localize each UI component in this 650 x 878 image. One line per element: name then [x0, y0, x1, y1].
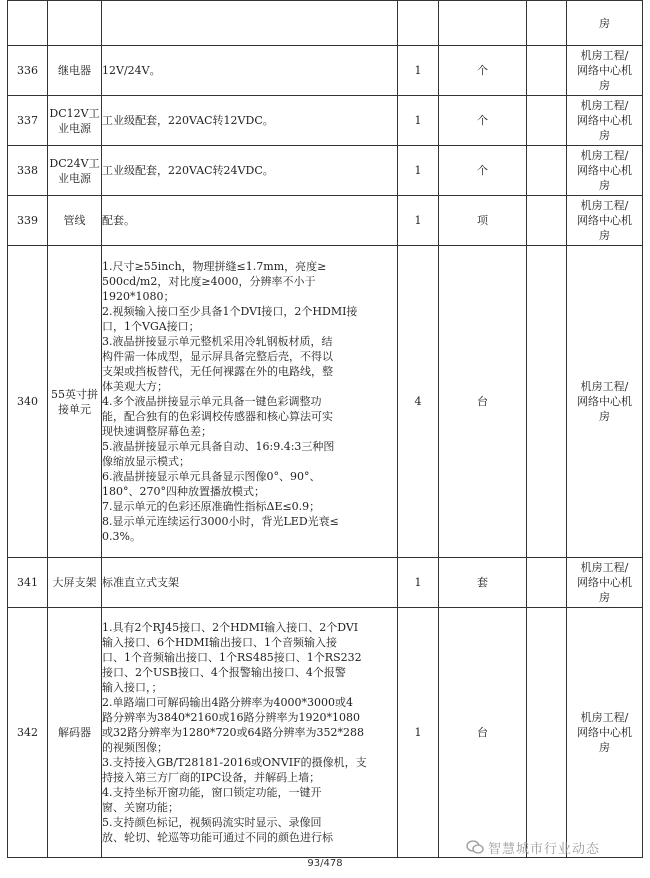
- table-row: [8, 246, 643, 558]
- quantity: 1: [398, 46, 439, 96]
- item-name: 解码器: [48, 608, 102, 858]
- description-line: 能，配合独有的色彩调校传感器和核心算法可实: [102, 410, 333, 423]
- description-line: 持接入第三方厂商的IPC设备，并解码上墙；: [102, 771, 321, 784]
- location-line: 机房工程/: [580, 99, 629, 112]
- description-line: 1.尺寸≥55inch，物理拼缝≤1.7mm，亮度≥: [102, 260, 327, 273]
- description-line: 1920*1080；: [102, 290, 175, 303]
- location-line: 网络中心机: [577, 214, 632, 227]
- item-description: [102, 196, 398, 246]
- row-number: 337: [8, 96, 48, 146]
- unit: 项: [439, 196, 527, 246]
- unit: 台: [439, 246, 527, 558]
- location-line: 网络中心机: [577, 576, 632, 589]
- item-description: [102, 608, 398, 858]
- description-line: 1.具有2个RJ45接口、2个HDMI输入接口、2个DVI: [102, 621, 359, 634]
- table-row: [8, 196, 643, 246]
- watermark: [466, 837, 600, 857]
- spacer-cell: [527, 246, 567, 558]
- page-number: 93/478: [307, 858, 343, 869]
- unit: 个: [439, 96, 527, 146]
- location-line: 房: [599, 229, 610, 242]
- description-line: 7.显示单元的色彩还原准确性指标ΔE≤0.9；: [102, 500, 321, 513]
- item-name: [48, 1, 102, 46]
- description-line: 3.液晶拼接显示单元整机采用冷轧钢板材质，结: [102, 335, 333, 348]
- description-line: 工业级配套，220VAC转12VDC。: [102, 114, 274, 127]
- location-line: 房: [599, 741, 610, 754]
- spacer-cell: [527, 196, 567, 246]
- description-line: 体美观大方；: [102, 380, 168, 393]
- description-line: 像缩放显示模式；: [102, 455, 190, 468]
- quantity: 1: [398, 96, 439, 146]
- description-line: 配套。: [102, 214, 135, 227]
- item-name: DC12V工业电源: [48, 96, 102, 146]
- table-row: [8, 46, 643, 96]
- equipment-spec-table: [7, 0, 643, 858]
- description-line: 输入接口、6个HDMI输出接口、1个音频输入接: [102, 636, 338, 649]
- spacer-cell: [527, 46, 567, 96]
- quantity: 1: [398, 608, 439, 858]
- row-number: 338: [8, 146, 48, 196]
- chat-bubble-icon: [466, 839, 484, 855]
- spacer-cell: [527, 146, 567, 196]
- row-number: 342: [8, 608, 48, 858]
- location: [567, 96, 643, 146]
- description-line: 500cd/m2，对比度≥4000，分辨率不小于: [102, 275, 316, 288]
- description-line: 5.液晶拼接显示单元具备自动、16:9.4:3三种图: [102, 440, 335, 453]
- location-line: 房: [599, 591, 610, 604]
- row-number: 339: [8, 196, 48, 246]
- location-line: 网络中心机: [577, 64, 632, 77]
- description-line: 12V/24V。: [102, 64, 161, 77]
- location-line: 机房工程/: [580, 199, 629, 212]
- description-line: 8.显示单元连续运行3000小时，背光LED光衰≤: [102, 515, 339, 528]
- row-number: 336: [8, 46, 48, 96]
- table-row: [8, 146, 643, 196]
- item-name: 继电器: [48, 46, 102, 96]
- table-row: [8, 558, 643, 608]
- quantity: 1: [398, 558, 439, 608]
- quantity: [398, 1, 439, 46]
- description-line: 或32路分辨率为1280*720或64路分辨率为352*288: [102, 726, 364, 739]
- location-line: 机房工程/: [580, 149, 629, 162]
- description-line: 支架或挡板替代，无任何裸露在外的电路线，整: [102, 365, 333, 378]
- location-line: 房: [599, 79, 610, 92]
- unit: 个: [439, 46, 527, 96]
- location: [567, 558, 643, 608]
- item-description: [102, 246, 398, 558]
- quantity: 4: [398, 246, 439, 558]
- spacer-cell: [527, 558, 567, 608]
- location: [567, 196, 643, 246]
- location-line: 房: [599, 410, 610, 423]
- description-line: 6.液晶拼接显示单元具备显示图像0°、90°、: [102, 470, 321, 483]
- location: [567, 1, 643, 46]
- item-name: 管线: [48, 196, 102, 246]
- location-line: 机房工程/: [580, 49, 629, 62]
- location-line: 网络中心机: [577, 395, 632, 408]
- unit: [439, 1, 527, 46]
- spacer-cell: [527, 608, 567, 858]
- description-line: 4.支持坐标开窗功能，窗口锁定功能，一键开: [102, 786, 322, 799]
- table-row: [8, 608, 643, 858]
- quantity: 1: [398, 146, 439, 196]
- quantity: 1: [398, 196, 439, 246]
- description-line: 口、1个音频输出接口、1个RS485接口、1个RS232: [102, 651, 362, 664]
- description-line: 标准直立式支架: [102, 576, 179, 589]
- item-name: 大屏支架: [48, 558, 102, 608]
- location-line: 网络中心机: [577, 164, 632, 177]
- location: [567, 246, 643, 558]
- description-line: 现快速调整屏幕色差；: [102, 425, 212, 438]
- location: [567, 608, 643, 858]
- description-line: 180°、270°四种放置播放模式；: [102, 485, 265, 498]
- location-line: 房: [599, 179, 610, 192]
- location-line: 机房工程/: [580, 561, 629, 574]
- item-description: [102, 96, 398, 146]
- description-line: 窗、关窗功能；: [102, 801, 179, 814]
- description-line: 输入接口，；: [102, 681, 163, 694]
- location-line: 机房工程/: [580, 711, 629, 724]
- description-line: 路分辨率为3840*2160或16路分辨率为1920*1080: [102, 711, 360, 724]
- row-number: 340: [8, 246, 48, 558]
- unit: 个: [439, 146, 527, 196]
- location-line: 房: [599, 16, 610, 30]
- spacer-cell: [527, 96, 567, 146]
- description-line: 放、轮切、轮巡等功能可通过不同的颜色进行标: [102, 831, 333, 844]
- description-line: 构件需一体成型，显示屏具备完整后壳，不得以: [102, 350, 333, 363]
- description-line: 3.支持接入GB/T28181-2016或ONVIF的摄像机，支: [102, 756, 367, 769]
- item-description: [102, 558, 398, 608]
- location-line: 网络中心机: [577, 114, 632, 127]
- item-name: DC24V工业电源: [48, 146, 102, 196]
- description-line: 5.支持颜色标记，视频码流实时显示、录像回: [102, 816, 322, 829]
- description-line: 2.视频输入接口至少具备1个DVI接口，2个HDMI接: [102, 305, 358, 318]
- spacer-cell: [527, 1, 567, 46]
- location-line: 房: [599, 129, 610, 142]
- description-line: 的视频图像；: [102, 741, 168, 754]
- table-row: [8, 1, 643, 46]
- item-name: 55英寸拼接单元: [48, 246, 102, 558]
- description-line: 4.多个液晶拼接显示单元具备一键色彩调整功: [102, 395, 322, 408]
- row-number: [8, 1, 48, 46]
- description-line: 口，1个VGA接口；: [102, 320, 200, 333]
- table-row: [8, 96, 643, 146]
- location: [567, 146, 643, 196]
- item-description: [102, 46, 398, 96]
- location: [567, 46, 643, 96]
- description-line: 工业级配套，220VAC转24VDC。: [102, 164, 274, 177]
- unit: 套: [439, 558, 527, 608]
- item-description: [102, 146, 398, 196]
- description-line: 接口、2个USB接口、4个报警输出接口、4个报警: [102, 666, 346, 679]
- description-line: 2.单路端口可解码输出4路分辨率为4000*3000或4: [102, 696, 353, 709]
- location-line: 网络中心机: [577, 726, 632, 739]
- watermark-text: 智慧城市行业动态: [488, 841, 601, 857]
- description-line: 0.3%。: [102, 530, 141, 543]
- location-line: 机房工程/: [580, 380, 629, 393]
- row-number: 341: [8, 558, 48, 608]
- unit: 台: [439, 608, 527, 858]
- item-description: [102, 1, 398, 46]
